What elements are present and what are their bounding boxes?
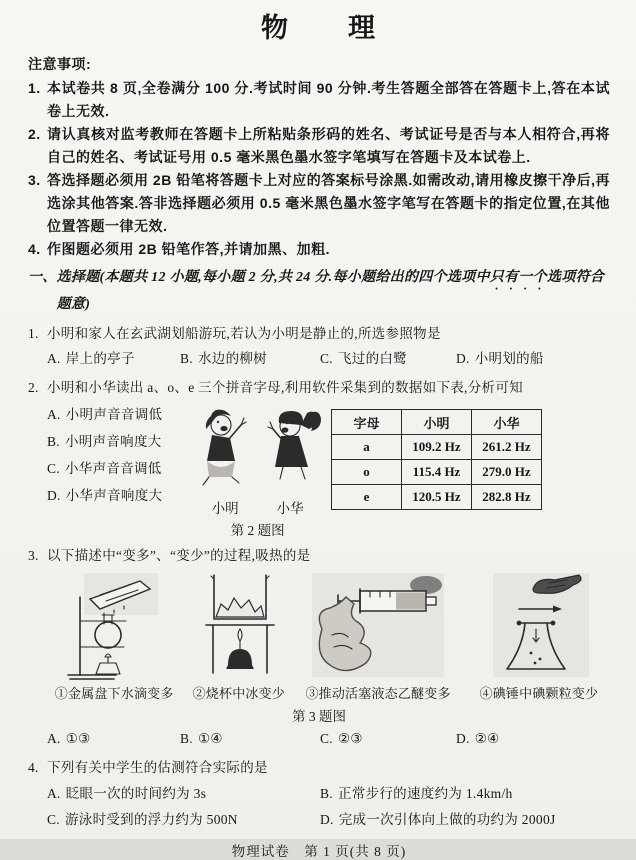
table-row: o 115.4 Hz 279.0 Hz [332,460,542,485]
question-3-figure-caption: 第 3 题图 [292,709,346,724]
hand-over-iodine-tube-illustration [483,571,595,683]
question-4 [28,756,610,779]
notice-item-2 [28,123,610,169]
notice-text: 请认真核对监考教师在答题卡上所粘贴条形码的姓名、考试证号是否与本人相符合,再将自己的姓名、考试证号用 0.5 毫米黑色墨水签字笔填写在答题卡及本试卷上. [47,126,610,165]
col-header-xiaohua: 小华 [472,410,542,435]
figure-3-caption: ③推动活塞液态乙醚变多 [305,686,451,701]
question-1-option-c: C. 飞过的白鹭 [320,351,407,366]
table-row: e 120.5 Hz 282.8 Hz [332,485,542,510]
page-footer: 物理试卷 第 1 页(共 8 页) [231,844,407,859]
notices-section [28,53,610,261]
notices-heading: 注意事项: [28,56,92,72]
question-2-option-c: C. 小华声音音调低 [47,461,162,476]
question-3-option-d: D. ②④ [456,731,500,746]
table-row: a 109.2 Hz 261.2 Hz [332,435,542,460]
figure-4-caption: ④碘锤中碘颗粒变少 [479,686,599,701]
figure-ice-in-beaker [181,571,296,702]
figure-iodine-tube [468,571,610,702]
question-2-option-d: D. 小华声音响度大 [47,488,163,503]
section-title-post: 选项符合题意) [56,270,605,312]
question-2-option-a: A. 小明声音音调低 [47,407,163,422]
question-4-option-d: D. 完成一次引体向上做的功约为 2000J [320,812,556,827]
question-3-option-c: C. ②③ [320,731,363,746]
question-3-option-a: A. ①③ [47,731,91,746]
question-1 [28,322,610,345]
question-3-stem: 以下描述中“变多”、“变少”的过程,吸热的是 [47,548,311,563]
question-2-number: 2. [28,380,39,395]
notice-number: 3. [28,172,41,188]
col-header-xiaoming: 小明 [402,410,472,435]
col-header-letter: 字母 [332,410,402,435]
table-header-row [332,410,542,435]
question-1-stem: 小明和家人在玄武湖划船游玩,若认为小明是静止的,所选参照物是 [47,326,441,341]
question-3-figures [28,571,610,702]
question-4-option-a: A. 眨眼一次的时间约为 3s [47,786,207,801]
beaker-ice-lamp-illustration [196,571,282,683]
notice-text: 作图题必须用 2B 铅笔作答,并请加黑、加粗. [47,241,330,257]
section-title-emphasized: 只有一个 [489,270,547,285]
question-3-option-b: B. ①④ [180,731,223,746]
notice-item-1 [28,77,610,123]
cartoon-labels [184,497,331,517]
question-4-stem: 下列有关中学生的估测符合实际的是 [47,760,268,775]
hand-pushing-syringe-illustration [308,571,448,683]
notice-number: 1. [28,80,41,96]
xiaoming-label: 小明 [211,501,239,516]
question-1-options [28,347,610,371]
xiaohua-cartoon [263,407,325,497]
figure-syringe-piston [296,571,460,702]
notice-number: 4. [28,241,41,257]
xiaohua-label: 小华 [276,501,304,516]
question-1-option-b: B. 水边的柳树 [180,351,267,366]
notice-text: 答选择题必须用 2B 铅笔将答题卡上对应的答案标号涂黑.如需改动,请用橡皮擦干净后,再选涂其他答案.答非选择题必须用 0.5 毫米黑色墨水签字笔写在答题卡的指定位置,在其他位置答题一律无效. [47,172,610,234]
section-number: 一、 [28,270,57,285]
frequency-table [331,409,542,510]
question-1-number: 1. [28,326,39,341]
question-4-number: 4. [28,760,39,775]
section-heading-choice-questions [28,266,610,317]
xiaoming-cartoon [191,407,253,497]
question-4-options [28,781,610,833]
section-title-pre: 选择题(本题共 12 小题,每小题 2 分,共 24 分.每小题给出的四个选项中 [56,270,490,285]
question-2-option-b: B. 小明声音响度大 [47,434,162,449]
question-2-figure-caption: 第 2 题图 [230,523,285,538]
notice-text: 本试卷共 8 页,全卷满分 100 分.考试时间 90 分钟.考生答题全部答在答题卡上,答在本试卷上无效. [47,80,610,119]
figure-1-caption: ①金属盘下水滴变多 [54,686,174,701]
question-3-number: 3. [28,548,39,563]
question-2-body [28,401,610,539]
question-2-options [47,401,184,539]
metal-plate-flask-illustration [66,571,162,683]
question-4-option-b: B. 正常步行的速度约为 1.4km/h [320,786,513,801]
question-2 [28,376,610,399]
figure-metal-plate-condensation [47,571,181,702]
notice-number: 2. [28,126,41,142]
question-3 [28,544,610,567]
notice-item-4 [28,238,610,261]
exam-title: 物 理 [261,13,377,43]
figure-2-caption: ②烧杯中冰变少 [192,686,286,701]
question-1-option-d: D. 小明划的船 [456,351,544,366]
speaking-children-cartoon [184,407,331,497]
question-4-option-c: C. 游泳时受到的浮力约为 500N [47,812,238,827]
section-title [57,266,610,317]
question-1-option-a: A. 岸上的亭子 [47,351,135,366]
question-3-options [28,727,610,751]
question-2-stem: 小明和小华读出 a、o、e 三个拼音字母,利用软件采集到的数据如下表,分析可知 [47,380,523,395]
notice-item-3 [28,169,610,238]
question-2-figure [184,401,331,539]
frequency-table-wrapper [331,401,542,539]
